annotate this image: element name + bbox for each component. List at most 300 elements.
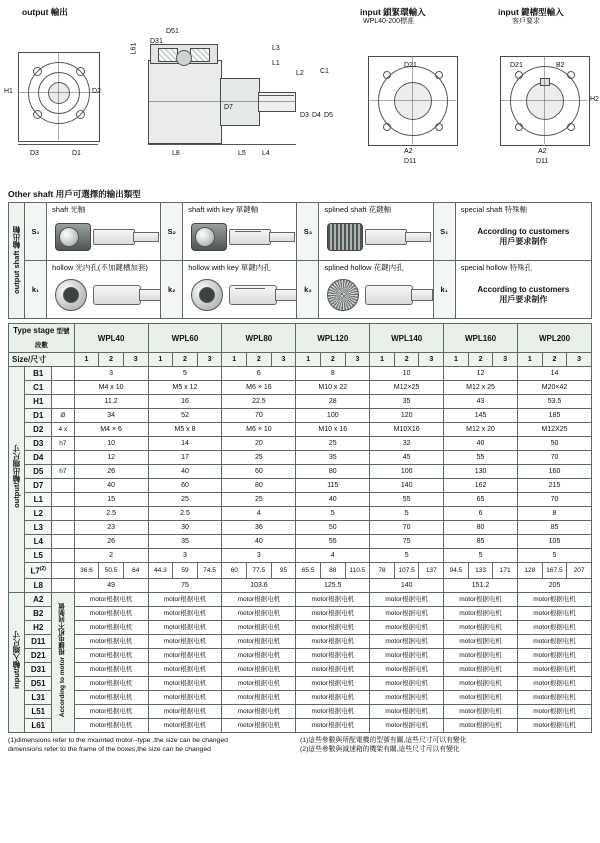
table-row xyxy=(9,465,592,479)
dim-D31: D31 xyxy=(150,38,163,45)
gearbox-body xyxy=(148,60,222,144)
val-C1-WPL120: M10 x 22 xyxy=(296,381,370,395)
val-L7-14: 137 xyxy=(419,563,444,579)
val-D5-WPL80: 60 xyxy=(222,465,296,479)
val-L3-WPL200: 85 xyxy=(518,521,592,535)
motor-D11-WPL140: motor根据电机 xyxy=(370,634,444,648)
stage-7-3: 3 xyxy=(567,353,592,367)
motor-L51-WPL120: motor根据电机 xyxy=(296,704,370,718)
row-name-L31: L31 xyxy=(25,690,52,704)
val-D1-WPL120: 100 xyxy=(296,409,370,423)
shaft-cell-s3 xyxy=(319,203,433,261)
shaft-label-s2: shaft with key 單鍵軸 xyxy=(188,205,259,214)
val-L5-WPL200: 5 xyxy=(518,549,592,563)
type-stage-header xyxy=(9,324,75,353)
val-H1-WPL120: 28 xyxy=(296,395,370,409)
val-L4-WPL200: 105 xyxy=(518,535,592,549)
val-D4-WPL40: 12 xyxy=(74,451,148,465)
input-rigid-bore xyxy=(394,82,432,120)
hollow-cell-k1-special xyxy=(455,261,591,319)
row-tol-L1 xyxy=(52,493,75,507)
motor-L51-WPL140: motor根据电机 xyxy=(370,704,444,718)
motor-L31-WPL40: motor根据电机 xyxy=(74,690,148,704)
row-name-D1: D1 xyxy=(25,409,52,423)
val-L7-18: 128 xyxy=(518,563,543,579)
row-name-D5: D5 xyxy=(25,465,52,479)
gearbox-hatch-2 xyxy=(190,48,210,62)
motor-B2-WPL80: motor根据电机 xyxy=(222,606,296,620)
motor-H2-WPL200: motor根据电机 xyxy=(518,620,592,634)
output-face-axis-v xyxy=(58,52,59,140)
motor-H2-WPL140: motor根据电机 xyxy=(370,620,444,634)
dim-D21b: D21 xyxy=(510,62,523,69)
val-L7-1: 50.5 xyxy=(99,563,124,579)
footnotes xyxy=(8,736,592,754)
size-table-header-stages xyxy=(9,353,592,367)
input-note-cell xyxy=(52,592,75,732)
dim-A2: A2 xyxy=(404,148,413,155)
val-L7-5: 74.5 xyxy=(197,563,222,579)
row-tol-D3: h7 xyxy=(52,437,75,451)
motor-D51-WPL80: motor根据电机 xyxy=(222,676,296,690)
table-row xyxy=(9,718,592,732)
val-D3-WPL160: 40 xyxy=(444,437,518,451)
footnote-cn-1: (1)這些參數與所配電機的型號有關,這些尺寸可以有變化 xyxy=(300,736,467,744)
dim-D5: D5 xyxy=(324,112,333,119)
section-axis xyxy=(148,101,296,102)
table-row xyxy=(9,451,592,465)
shaft-code-s1-special: S₁ xyxy=(433,203,455,261)
input-keyway xyxy=(540,78,550,86)
val-D3-WPL140: 32 xyxy=(370,437,444,451)
input-rigid-bolt-1 xyxy=(383,71,391,79)
val-D5-WPL40: 26 xyxy=(74,465,148,479)
val-L1-WPL200: 70 xyxy=(518,493,592,507)
val-D4-WPL80: 25 xyxy=(222,451,296,465)
output-face-bolt-4 xyxy=(76,110,85,119)
dim-D1: D1 xyxy=(72,150,81,157)
dim-B2: B2 xyxy=(556,62,565,69)
val-L8-WPL80: 103.6 xyxy=(222,578,296,592)
output-face-bolt-2 xyxy=(76,67,85,76)
caption-input-rigid-sub: WPL40-200標准 xyxy=(363,18,414,25)
hollow-image-k2 xyxy=(185,273,294,317)
val-L5-WPL80: 3 xyxy=(222,549,296,563)
dim-D21: D21 xyxy=(404,62,417,69)
row-tol-L7 xyxy=(52,563,75,579)
val-D5-WPL60: 40 xyxy=(148,465,222,479)
val-L2-WPL40: 2.5 xyxy=(74,507,148,521)
size-table-wrap xyxy=(8,323,592,733)
row-name-D7: D7 xyxy=(25,479,52,493)
val-L7-16: 133 xyxy=(468,563,493,579)
val-L5-WPL120: 4 xyxy=(296,549,370,563)
motor-A2-WPL160: motor根据电机 xyxy=(444,592,518,606)
row-tol-L3 xyxy=(52,521,75,535)
val-B1-WPL160: 12 xyxy=(444,367,518,381)
dim-L4: L4 xyxy=(262,150,270,157)
motor-H2-WPL80: motor根据电机 xyxy=(222,620,296,634)
row-tol-L8 xyxy=(52,578,75,592)
row-name-A2: A2 xyxy=(25,592,52,606)
motor-B2-WPL160: motor根据电机 xyxy=(444,606,518,620)
val-H1-WPL40: 11.2 xyxy=(74,395,148,409)
hollow-label-k1-special: special hollow 特殊孔 xyxy=(460,263,532,272)
val-D5-WPL120: 80 xyxy=(296,465,370,479)
motor-L51-WPL80: motor根据电机 xyxy=(222,704,296,718)
row-name-L7-sup: (2) xyxy=(39,566,46,572)
table-row xyxy=(9,367,592,381)
footnote-en-2: dimensions refer to the frame of the boxes,the size can be changed xyxy=(8,745,211,753)
motor-A2-WPL140: motor根据电机 xyxy=(370,592,444,606)
val-L8-WPL200: 205 xyxy=(518,578,592,592)
val-H1-WPL200: 53.5 xyxy=(518,395,592,409)
input-key-bolt-3 xyxy=(515,123,523,131)
hollow-cell-k3 xyxy=(319,261,433,319)
output-housing xyxy=(220,78,260,126)
stage-7-1: 1 xyxy=(518,353,543,367)
val-B1-WPL200: 14 xyxy=(518,367,592,381)
motor-D11-WPL60: motor根据电机 xyxy=(148,634,222,648)
size-table xyxy=(8,323,592,733)
table-row xyxy=(9,381,592,395)
val-L7-17: 171 xyxy=(493,563,518,579)
val-B1-WPL120: 8 xyxy=(296,367,370,381)
val-D5-WPL140: 100 xyxy=(370,465,444,479)
stage-3-2: 2 xyxy=(247,353,272,367)
val-L7-10: 88 xyxy=(320,563,345,579)
group-input-text: input/輸入端尺寸 xyxy=(12,630,22,689)
hollow-label-k1: hollow 光内孔(不加鍵槽加套) xyxy=(52,263,148,272)
table-row xyxy=(9,549,592,563)
hollow-label-k3: splined hollow 花鍵内孔 xyxy=(324,263,404,272)
stage-2-2: 2 xyxy=(173,353,198,367)
dim-D3b: D3 xyxy=(300,112,309,119)
val-L3-WPL60: 30 xyxy=(148,521,222,535)
stage-6-2: 2 xyxy=(468,353,493,367)
table-row xyxy=(9,634,592,648)
row-name-H2: H2 xyxy=(25,620,52,634)
motor-D21-WPL140: motor根据电机 xyxy=(370,648,444,662)
group-output-text: output/輸出端尺寸 xyxy=(12,445,22,509)
shaft-image-s3 xyxy=(321,215,430,259)
group-output-label xyxy=(9,367,25,593)
dim-L3: L3 xyxy=(272,45,280,52)
val-D7-WPL120: 115 xyxy=(296,479,370,493)
input-rigid-axis-v xyxy=(412,56,413,144)
row-label-output-text: output shaft 輸出軸 xyxy=(12,225,21,294)
motor-H2-WPL120: motor根据电机 xyxy=(296,620,370,634)
val-L1-WPL160: 65 xyxy=(444,493,518,507)
motor-D31-WPL200: motor根据电机 xyxy=(518,662,592,676)
footnotes-en xyxy=(8,736,300,754)
val-H1-WPL160: 43 xyxy=(444,395,518,409)
motor-L31-WPL60: motor根据电机 xyxy=(148,690,222,704)
footnotes-cn xyxy=(300,736,592,754)
val-L7-9: 65.5 xyxy=(296,563,321,579)
output-face-bolt-3 xyxy=(33,110,42,119)
motor-B2-WPL120: motor根据电机 xyxy=(296,606,370,620)
motor-D11-WPL80: motor根据电机 xyxy=(222,634,296,648)
motor-A2-WPL40: motor根据电机 xyxy=(74,592,148,606)
val-L7-8: 95 xyxy=(271,563,296,579)
shaft-code-s3: S₃ xyxy=(297,203,319,261)
val-L3-WPL40: 23 xyxy=(74,521,148,535)
row-name-L61: L61 xyxy=(25,718,52,732)
input-key-bolt-4 xyxy=(567,123,575,131)
size-table-header-models xyxy=(9,324,592,353)
hollow-code-k2: k₂ xyxy=(161,261,183,319)
section-dim-line xyxy=(148,144,296,145)
val-D2-WPL80: M6 × 10 xyxy=(222,423,296,437)
dim-D7: D7 xyxy=(224,104,233,111)
stage-2-3: 3 xyxy=(197,353,222,367)
stage-5-2: 2 xyxy=(394,353,419,367)
row-name-L1: L1 xyxy=(25,493,52,507)
val-B1-WPL40: 3 xyxy=(74,367,148,381)
row-tol-D2: 4 x xyxy=(52,423,75,437)
val-L2-WPL160: 6 xyxy=(444,507,518,521)
val-L4-WPL40: 26 xyxy=(74,535,148,549)
table-row xyxy=(9,409,592,423)
model-WPL160: WPL160 xyxy=(444,324,518,353)
val-C1-WPL200: M20×42 xyxy=(518,381,592,395)
table-row xyxy=(9,578,592,592)
val-L2-WPL120: 5 xyxy=(296,507,370,521)
motor-D51-WPL40: motor根据电机 xyxy=(74,676,148,690)
val-C1-WPL80: M6 × 16 xyxy=(222,381,296,395)
hollow-image-k3 xyxy=(321,273,430,317)
dim-H2: H2 xyxy=(590,96,599,103)
motor-L61-WPL60: motor根据电机 xyxy=(148,718,222,732)
motor-D31-WPL40: motor根据电机 xyxy=(74,662,148,676)
motor-D51-WPL200: motor根据电机 xyxy=(518,676,592,690)
row-name-L3: L3 xyxy=(25,521,52,535)
val-L1-WPL140: 55 xyxy=(370,493,444,507)
table-row xyxy=(9,676,592,690)
row-name-D4: D4 xyxy=(25,451,52,465)
motor-B2-WPL60: motor根据电机 xyxy=(148,606,222,620)
val-D4-WPL160: 55 xyxy=(444,451,518,465)
val-D4-WPL200: 70 xyxy=(518,451,592,465)
input-bore xyxy=(176,50,192,66)
input-key-bolt-1 xyxy=(515,71,523,79)
input-note-text: According to motor 根據电机不同制做 xyxy=(59,602,67,717)
stage-4-2: 2 xyxy=(320,353,345,367)
row-tol-L2 xyxy=(52,507,75,521)
row-name-L7 xyxy=(25,563,52,579)
val-L5-WPL40: 2 xyxy=(74,549,148,563)
shaft-note-k1 xyxy=(458,273,589,317)
val-D4-WPL140: 45 xyxy=(370,451,444,465)
val-L3-WPL140: 70 xyxy=(370,521,444,535)
input-rigid-bolt-2 xyxy=(435,71,443,79)
shaft-label-s1-special: special shaft 特殊軸 xyxy=(460,205,527,214)
footnote-en-1: (1)dimensions refer to the mounted motor--type ,the size can be changed xyxy=(8,736,228,744)
motor-D31-WPL140: motor根据电机 xyxy=(370,662,444,676)
row-name-D21: D21 xyxy=(25,648,52,662)
val-D7-WPL60: 60 xyxy=(148,479,222,493)
dim-H1: H1 xyxy=(4,88,13,95)
motor-B2-WPL40: motor根据电机 xyxy=(74,606,148,620)
shaft-note-s1 xyxy=(458,215,589,259)
val-B1-WPL60: 5 xyxy=(148,367,222,381)
val-L7-12: 78 xyxy=(370,563,395,579)
val-L2-WPL60: 2.5 xyxy=(148,507,222,521)
input-rigid-bolt-3 xyxy=(383,123,391,131)
dim-L5: L5 xyxy=(238,150,246,157)
dim-L2: L2 xyxy=(296,70,304,77)
val-L7-19: 167.5 xyxy=(542,563,567,579)
gearbox-hatch-1 xyxy=(158,48,178,62)
shaft-cell-s2 xyxy=(183,203,297,261)
row-name-C1: C1 xyxy=(25,381,52,395)
val-L7-3: 44.3 xyxy=(148,563,173,579)
hollow-code-k1: k₁ xyxy=(25,261,47,319)
row-name-D31: D31 xyxy=(25,662,52,676)
val-D2-WPL40: M4 × 6 xyxy=(74,423,148,437)
motor-H2-WPL40: motor根据电机 xyxy=(74,620,148,634)
special-note-en-1: According to customers xyxy=(477,227,570,236)
input-key-bolt-2 xyxy=(567,71,575,79)
val-L8-WPL60: 75 xyxy=(148,578,222,592)
val-D1-WPL140: 120 xyxy=(370,409,444,423)
val-L4-WPL140: 75 xyxy=(370,535,444,549)
row-name-L2: L2 xyxy=(25,507,52,521)
motor-A2-WPL60: motor根据电机 xyxy=(148,592,222,606)
val-D7-WPL140: 140 xyxy=(370,479,444,493)
hollow-code-k3: k₃ xyxy=(297,261,319,319)
shaft-label-s3: splined shaft 花鍵軸 xyxy=(324,205,392,214)
dim-D11b: D11 xyxy=(536,158,549,165)
row-name-D2: D2 xyxy=(25,423,52,437)
val-B1-WPL140: 10 xyxy=(370,367,444,381)
motor-L51-WPL200: motor根据电机 xyxy=(518,704,592,718)
val-D3-WPL60: 14 xyxy=(148,437,222,451)
val-D3-WPL200: 50 xyxy=(518,437,592,451)
table-row xyxy=(9,479,592,493)
val-L7-4: 59 xyxy=(173,563,198,579)
motor-L61-WPL200: motor根据电机 xyxy=(518,718,592,732)
val-L3-WPL80: 36 xyxy=(222,521,296,535)
val-D5-WPL160: 130 xyxy=(444,465,518,479)
footnote-cn-2: (2)這些參數與減速箱的機架有關,這些尺寸可以有變化 xyxy=(300,745,460,753)
val-D1-WPL40: 34 xyxy=(74,409,148,423)
motor-L61-WPL140: motor根据电机 xyxy=(370,718,444,732)
caption-output: output 輸出 xyxy=(22,7,68,17)
stage-4-1: 1 xyxy=(296,353,321,367)
val-L4-WPL60: 35 xyxy=(148,535,222,549)
stage-3-3: 3 xyxy=(271,353,296,367)
motor-L61-WPL120: motor根据电机 xyxy=(296,718,370,732)
motor-D31-WPL160: motor根据电机 xyxy=(444,662,518,676)
table-row xyxy=(9,662,592,676)
motor-L31-WPL80: motor根据电机 xyxy=(222,690,296,704)
val-L8-WPL160: 151.2 xyxy=(444,578,518,592)
val-L7-6: 60 xyxy=(222,563,247,579)
row-label-output xyxy=(9,203,25,319)
hollow-code-k1-special: k₁ xyxy=(433,261,455,319)
val-L8-WPL120: 125.5 xyxy=(296,578,370,592)
row-tol-H1 xyxy=(52,395,75,409)
motor-B2-WPL140: motor根据电机 xyxy=(370,606,444,620)
dim-L8: L8 xyxy=(172,150,180,157)
table-row xyxy=(9,493,592,507)
val-L3-WPL120: 50 xyxy=(296,521,370,535)
motor-D51-WPL140: motor根据电机 xyxy=(370,676,444,690)
stage-7-2: 2 xyxy=(542,353,567,367)
val-L2-WPL140: 5 xyxy=(370,507,444,521)
val-C1-WPL160: M12 x 25 xyxy=(444,381,518,395)
special-note-cn-2: 用戶要求制作 xyxy=(499,295,548,304)
motor-D51-WPL120: motor根据电机 xyxy=(296,676,370,690)
row-name-L5: L5 xyxy=(25,549,52,563)
shaft-cell-s1-special xyxy=(455,203,591,261)
model-WPL120: WPL120 xyxy=(296,324,370,353)
stage-2-1: 1 xyxy=(148,353,173,367)
type-stage-en: Type stage xyxy=(13,326,55,335)
shaft-cell-s1 xyxy=(47,203,161,261)
motor-D31-WPL80: motor根据电机 xyxy=(222,662,296,676)
val-D5-WPL200: 160 xyxy=(518,465,592,479)
table-row xyxy=(9,690,592,704)
dim-D11: D11 xyxy=(404,158,417,165)
val-L5-WPL160: 5 xyxy=(444,549,518,563)
val-L8-WPL40: 49 xyxy=(74,578,148,592)
val-D2-WPL120: M10 x 16 xyxy=(296,423,370,437)
input-key-bore xyxy=(526,82,564,120)
row-tol-D1: Ø xyxy=(52,409,75,423)
model-WPL40: WPL40 xyxy=(74,324,148,353)
row-name-L8: L8 xyxy=(25,578,52,592)
size-label: Size/尺寸 xyxy=(9,353,75,367)
row-name-B2: B2 xyxy=(25,606,52,620)
motor-D11-WPL160: motor根据电机 xyxy=(444,634,518,648)
motor-L31-WPL200: motor根据电机 xyxy=(518,690,592,704)
model-WPL60: WPL60 xyxy=(148,324,222,353)
val-B1-WPL80: 6 xyxy=(222,367,296,381)
dim-L61: L61 xyxy=(130,42,138,55)
val-D2-WPL200: M12X25 xyxy=(518,423,592,437)
table-row xyxy=(9,437,592,451)
motor-A2-WPL200: motor根据电机 xyxy=(518,592,592,606)
val-C1-WPL140: M12×25 xyxy=(370,381,444,395)
val-L7-15: 94.5 xyxy=(444,563,469,579)
val-D4-WPL120: 35 xyxy=(296,451,370,465)
drawings-area xyxy=(0,0,600,180)
motor-L51-WPL60: motor根据电机 xyxy=(148,704,222,718)
table-row xyxy=(9,704,592,718)
table-row xyxy=(9,620,592,634)
dim-A2b: A2 xyxy=(538,148,547,155)
motor-D21-WPL160: motor根据电机 xyxy=(444,648,518,662)
motor-D11-WPL40: motor根据电机 xyxy=(74,634,148,648)
dim-D3: D3 xyxy=(30,150,39,157)
input-key-axis-v xyxy=(544,56,545,144)
val-D2-WPL60: M5 x 8 xyxy=(148,423,222,437)
row-tol-L5 xyxy=(52,549,75,563)
val-L1-WPL80: 25 xyxy=(222,493,296,507)
motor-H2-WPL160: motor根据电机 xyxy=(444,620,518,634)
other-shaft-row-output xyxy=(9,203,592,261)
val-L7-0: 36.6 xyxy=(74,563,99,579)
motor-A2-WPL120: motor根据电机 xyxy=(296,592,370,606)
motor-D21-WPL120: motor根据电机 xyxy=(296,648,370,662)
row-name-L51: L51 xyxy=(25,704,52,718)
motor-D21-WPL200: motor根据电机 xyxy=(518,648,592,662)
val-L5-WPL60: 3 xyxy=(148,549,222,563)
val-D3-WPL120: 25 xyxy=(296,437,370,451)
